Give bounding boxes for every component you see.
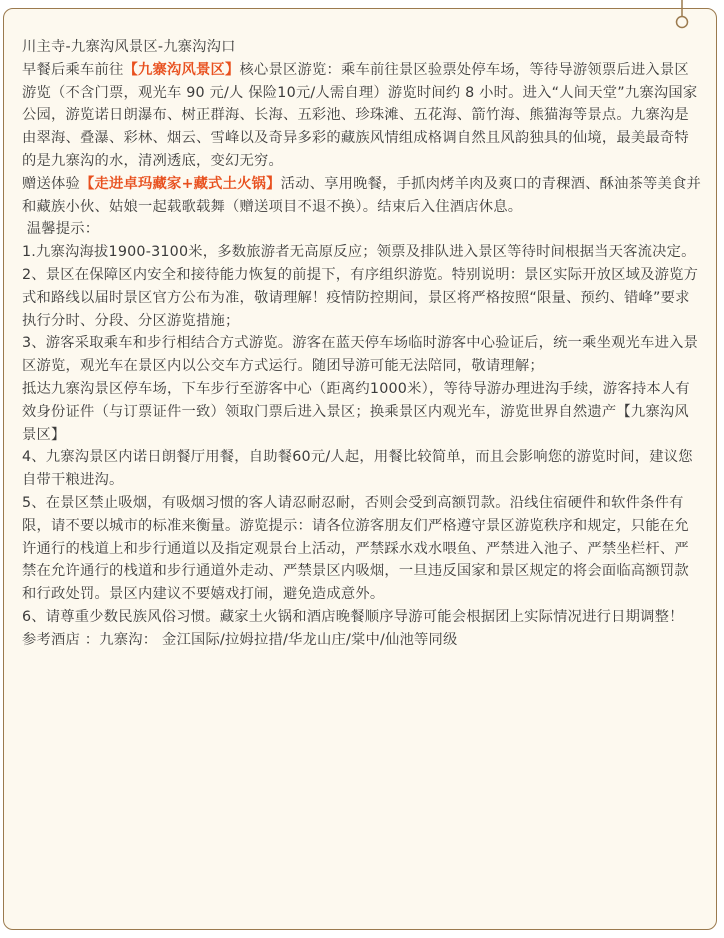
tip-item: 3、游客采取乘车和步行相结合方式游览。游客在蓝天停车场临时游客中心验证后，统一乘坐观光车进入景区游览，观光车在景区内以公交车方式运行。随团导游可能无法陪同，敬请理解； <box>22 335 699 375</box>
reference-hotels: 参考酒店 ：九寨沟： 金江国际/拉姆拉措/华龙山庄/棠中/仙池等同级 <box>22 631 458 648</box>
paragraph-scenic-area: 早餐后乘车前往【九寨沟风景区】核心景区游览：乘车前往景区验票处停车场，等待导游领票后进入景区游览（不含门票，观光车 90 元/人 保险10元/人需自理）游览时间约 8 小时。进入“人间天堂”九寨沟国家公园，游览诺日朗瀑布、树正群海、长海、五彩池、珍珠滩、五花海、箭竹海、熊猫海等景点。九寨沟是由翠海、叠瀑、彩林、烟云、雪峰以及奇异多彩的藏族风情组成格调自然且风韵独具的仙境，最美最奇特的是九寨沟的水，清冽透底，变幻无穷。 <box>22 61 698 169</box>
tip-item: 4、九寨沟景区内诺日朗餐厅用餐，自助餐60元/人起，用餐比较简单，而且会影响您的游览时间，建议您自带干粮进沟。 <box>22 449 693 489</box>
itinerary-content <box>22 36 702 652</box>
tip-item: 抵达九寨沟景区停车场，下车步行至游客中心（距离约1000米），等待导游办理进沟手续，游客持本人有效身份证件（与订票证件一致）领取门票后进入景区；换乘景区内观光车，游览世界自然遗产【九寨沟风景区】 <box>22 380 690 443</box>
tip-item: 1.九寨沟海拔1900-3100米，多数旅游者无高原反应；领票及排队进入景区等待时间根据当天客流决定。 <box>22 244 696 261</box>
tips-heading: 温馨提示： <box>22 221 100 238</box>
tip-item: 2、景区在保障区内安全和接待能力恢复的前提下，有序组织游览。特别说明：景区实际开放区域及游览方式和路线以届时景区官方公布为准，敬请理解！疫情防控期间，景区将严格按照“限量、预约、错峰”要求执行分时、分段、分区游览措施； <box>22 266 699 329</box>
route-title: 川主寺-九寨沟风景区-九寨沟沟口 <box>22 39 236 55</box>
highlight-scenic-area: 【九寨沟风景区】 <box>123 61 240 78</box>
tip-item: 5、在景区禁止吸烟，有吸烟习惯的客人请忍耐忍耐，否则会受到高额罚款。沿线住宿硬件和软件条件有限，请不要以城市的标准来衡量。游览提示：请各位游客朋友们严格遵守景区游览秩序和规定，只能在允许通行的栈道上和步行通道以及指定观景台上活动，严禁踩水戏水喂鱼、严禁进入池子、严禁坐栏杆、严禁在允许通行的栈道和步行通道外走动、严禁景区内吸烟，一旦违反国家和景区规定的将会面临高额罚款和行政处罚。景区内建议不要嬉戏打闹，避免造成意外。 <box>22 494 689 603</box>
hanging-pin-icon <box>675 0 689 30</box>
tip-item: 6、请尊重少数民族风俗习惯。藏家土火锅和酒店晚餐顺序导游可能会根据团上实际情况进行日期调整！ <box>22 608 684 625</box>
highlight-tibetan-home: 【走进卓玛藏家+藏式土火锅】 <box>80 175 281 192</box>
paragraph-gift-experience: 赠送体验【走进卓玛藏家+藏式土火锅】活动、享用晚餐，手抓肉烤羊肉及爽口的青稞酒、酥油茶等美食并和藏族小伙、姑娘一起载歌载舞（赠送项目不退不换）。结束后入住酒店休息。 <box>22 175 702 215</box>
